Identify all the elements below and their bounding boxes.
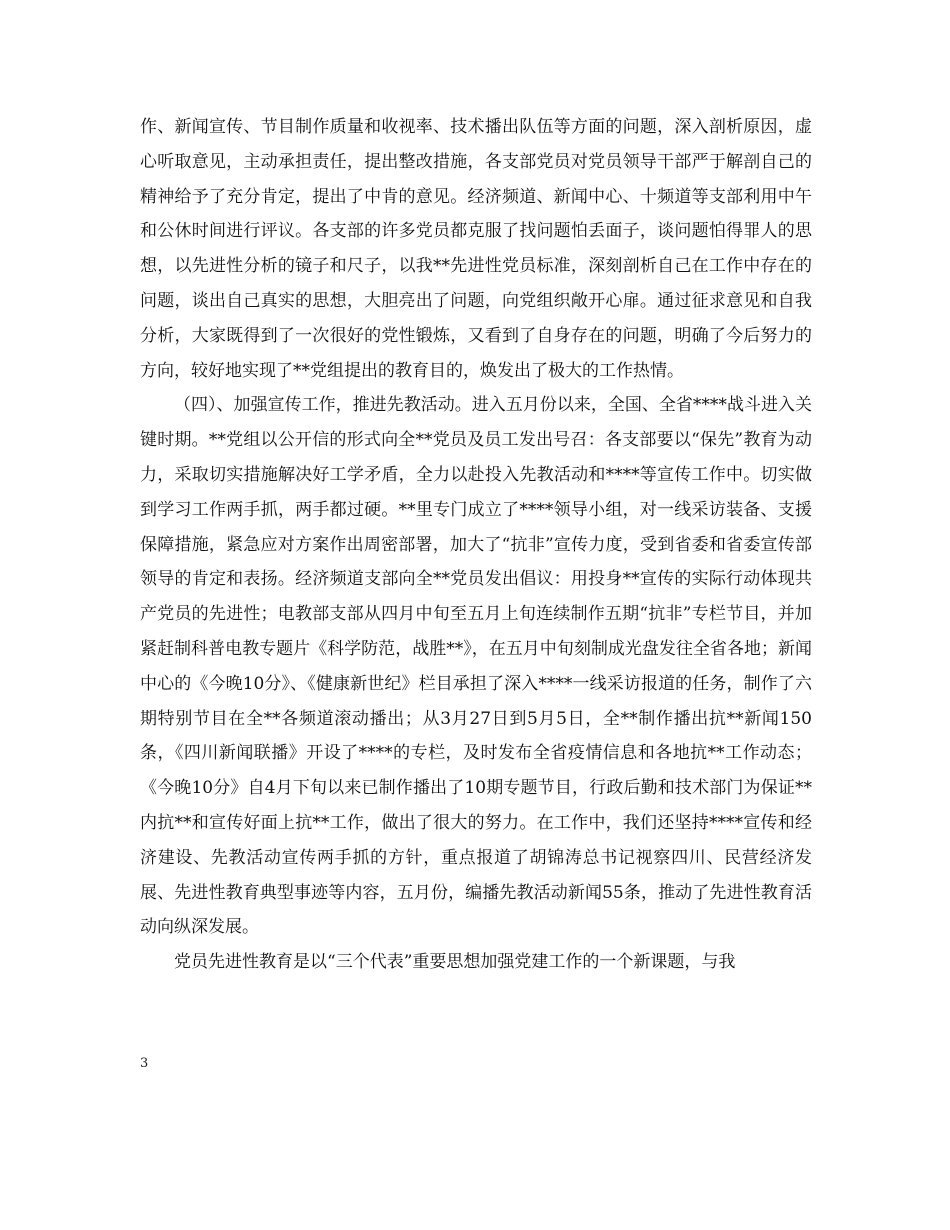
page-number: 3 [140,1056,149,1071]
paragraph-1: 作、新闻宣传、节目制作质量和收视率、技术播出队伍等方面的问题，深入剖析原因，虚心听取意见，主动承担责任，提出整改措施，各支部党员对党员领导干部严于解剖自己的精神给予了充分肯定，提出了中肯的意见。经济频道、新闻中心、十频道等支部利用中午和公休时间进行评议。各支部的许多党员都克服了找问题怕丢面子，谈问题怕得罪人的思想，以先进性分析的镜子和尺子，以我**先进性党员标准，深刻剖析自己在工作中存在的问题，谈出自己真实的思想，大胆亮出了问题，向党组织敞开心扉。通过征求意见和自我分析，大家既得到了一次很好的党性锻炼，又看到了自身存在的问题，明确了今后努力的方向，较好地实现了**党组提出的教育目的，焕发出了极大的工作热情。 [140,117,812,381]
paragraph-2: （四）、加强宣传工作，推进先教活动。进入五月份以来，全国、全省****战斗进入关键时期。**党组以公开信的形式向全**党员及员工发出号召：各支部要以“保先”教育为动力，采取切实措施解决好工学矛盾，全力以赴投入先教活动和****等宣传工作中。切实做到学习工作两手抓，两手都过硬。**里专门成立了****领导小组，对一线采访装备、支援保障措施，紧急应对方案作出周密部署，加大了“抗非”宣传力度，受到省委和省委宣传部领导的肯定和表扬。经济频道支部向全**党员发出倡议：用投身**宣传的实际行动体现共产党员的先进性；电教部支部从四月中旬至五月上旬连续制作五期“抗非”专栏节目，并加紧赶制科普电教专题片《科学防范，战胜**》，在五月中旬刻制成光盘发往全省各地；新闻中心的《今晚10分》、《健康新世纪》栏目承担了深入****一线采访报道的任务，制作了六期特别节目在全**各频道滚动播出；从3月27日到5月5日，全**制作播出抗**新闻150条，《四川新闻联播》开设了****的专栏，及时发布全省疫情信息和各地抗**工作动态；《今晚10分》自4月下旬以来已制作播出了10期专题节目，行政后勤和技术部门为保证**内抗**和宣传好面上抗**工作，做出了很大的努力。在工作中，我们还坚持****宣传和经济建设、先教活动宣传两手抓的方针，重点报道了胡锦涛总书记视察四川、民营经济发展、先进性教育典型事迹等内容，五月份，编播先教活动新闻55条，推动了先进性教育活动向纵深发展。 [140,395,812,938]
document-body [140,110,812,980]
paragraph-3: 党员先进性教育是以“三个代表”重要思想加强党建工作的一个新课题，与我 [174,952,736,973]
